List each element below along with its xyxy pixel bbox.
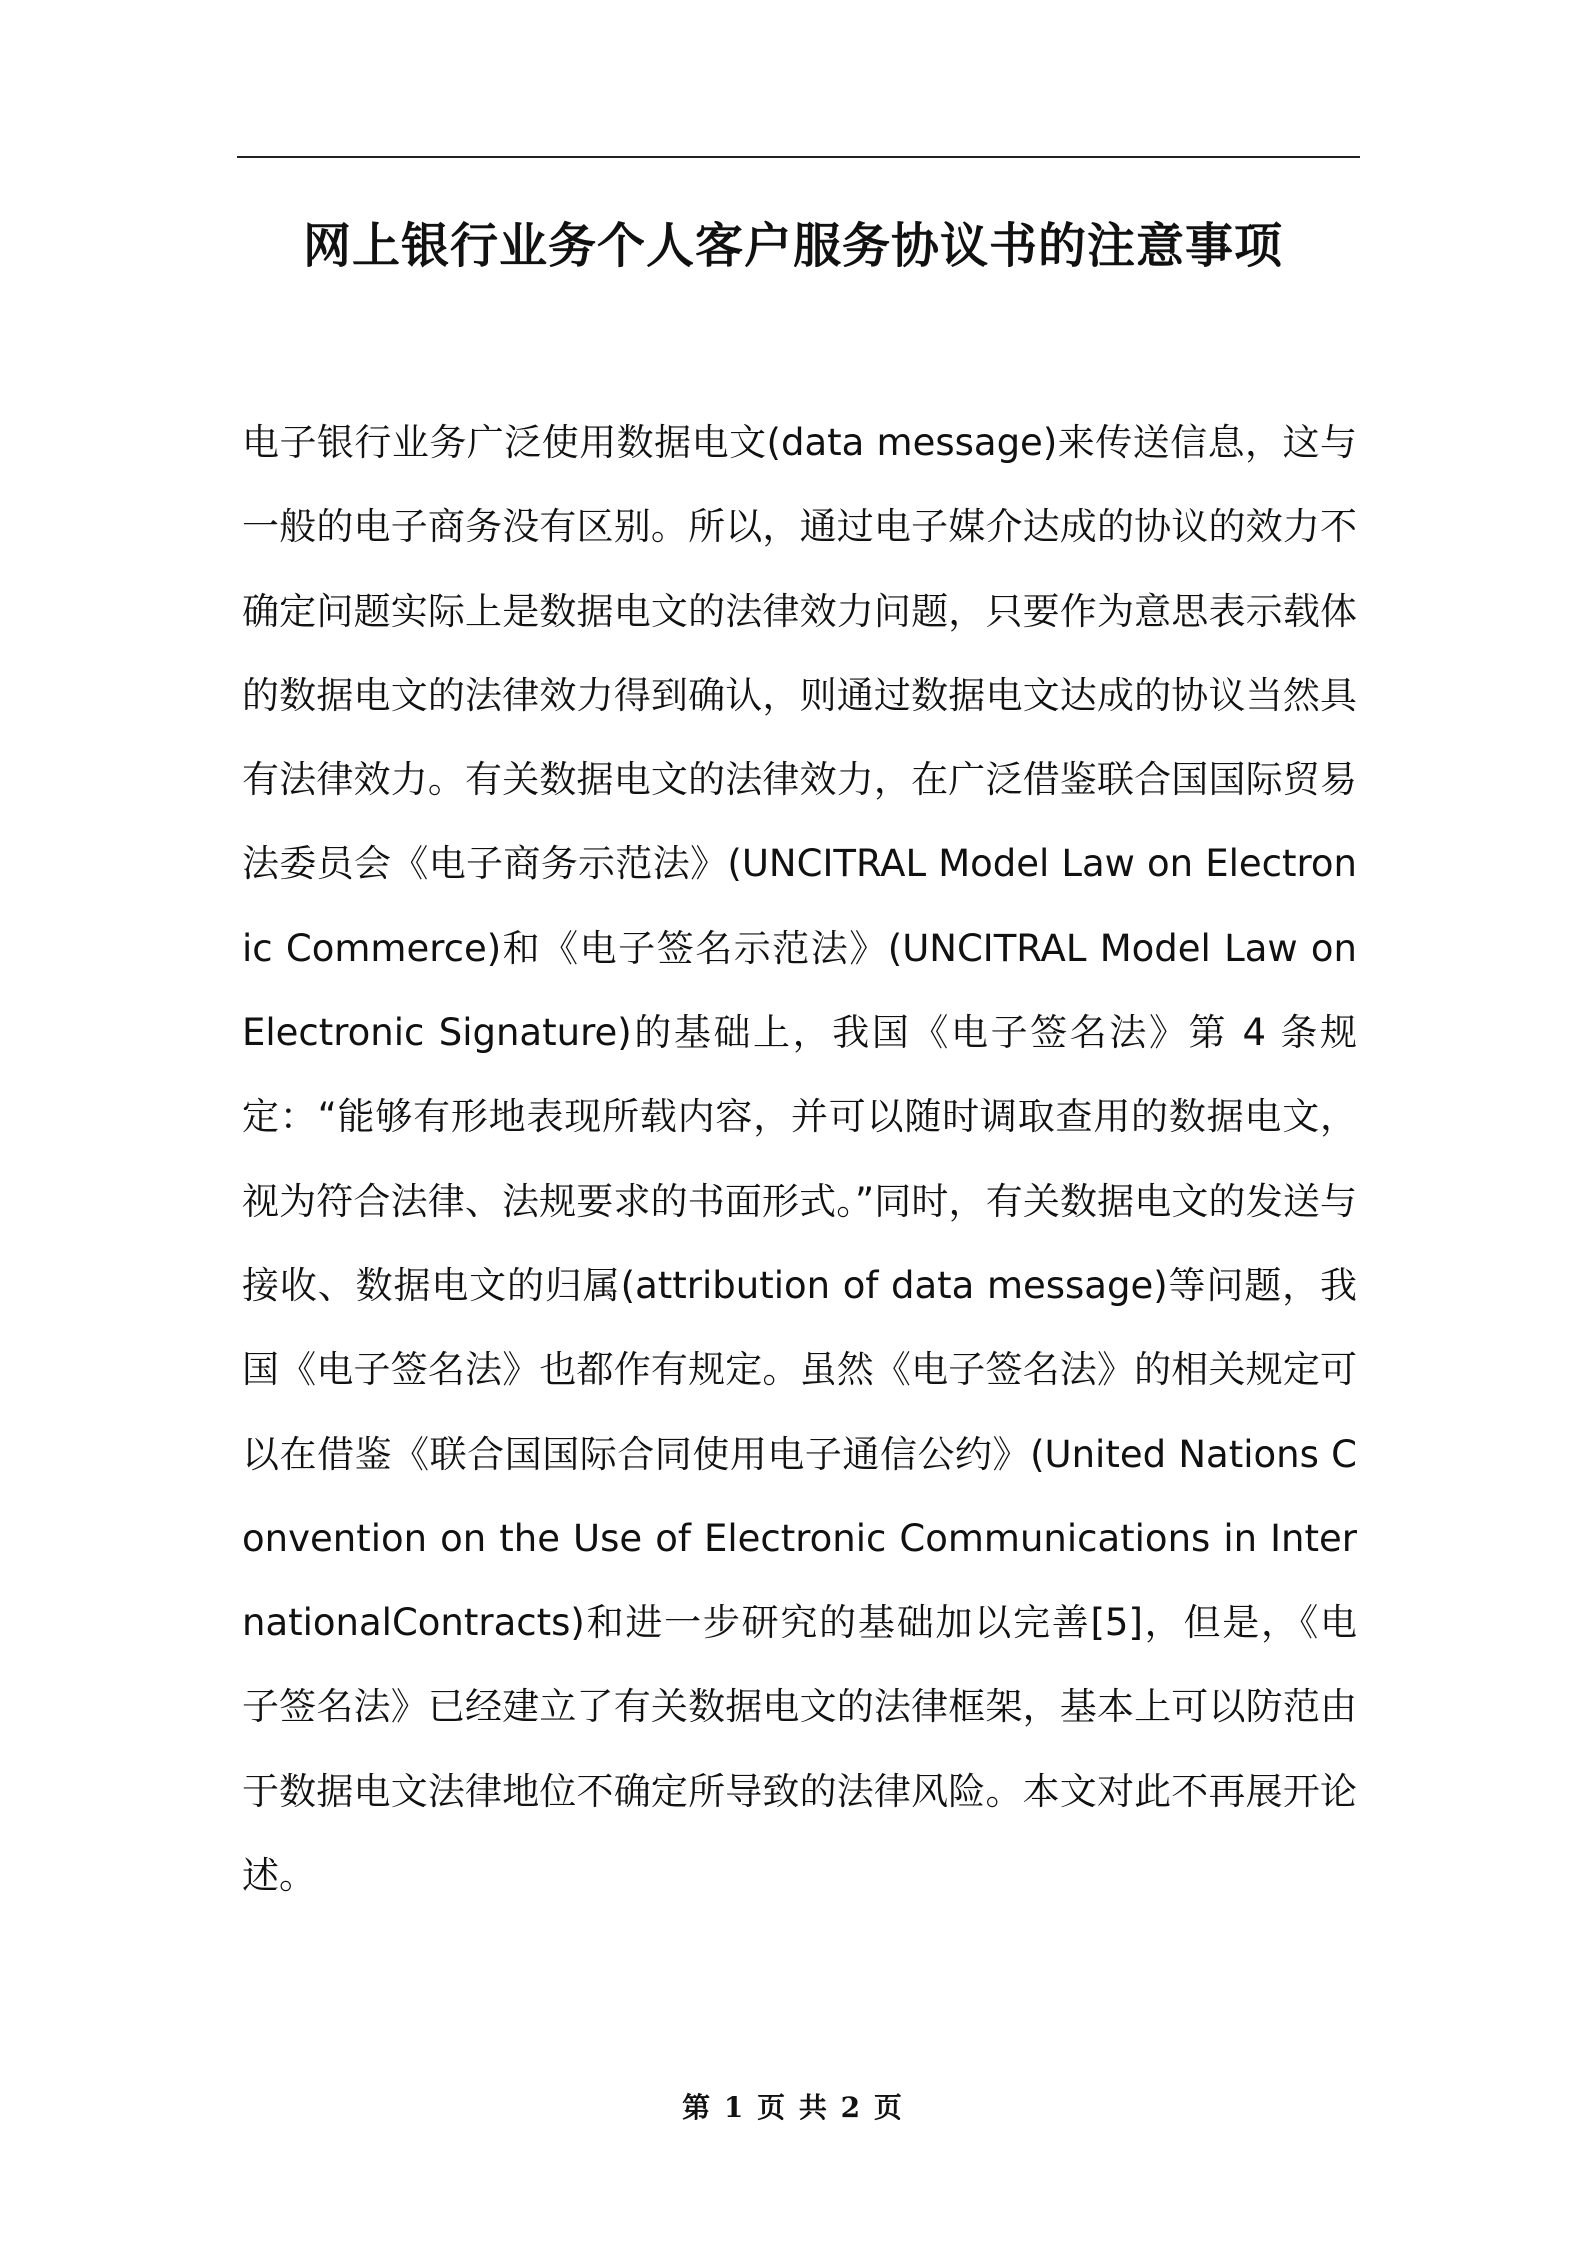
document-title: 网上银行业务个人客户服务协议书的注意事项	[302, 218, 1283, 274]
header-rule	[237, 156, 1360, 158]
page-footer: 第 1 页 共 2 页	[682, 2091, 904, 2124]
body-paragraph: 电子银行业务广泛使用数据电文(data message)来传送信息，这与一般的电子商务没有区别。所以，通过电子媒介达成的协议的效力不确定问题实际上是数据电文的法律效力问题，只要作为意思表示载体的数据电文的法律效力得到确认，则通过数据电文达成的协议当然具有法律效力。有关数据电文的法律效力，在广泛借鉴联合国国际贸易法委员会《电子商务示范法》(UNCITRAL Model Law on Electronic Commerce)和《电子签名示范法》(UNCITRAL Model Law on Electronic Signature)的基础上，我国《电子签名法》第 4 条规定：“能够有形地表现所载内容，并可以随时调取查用的数据电文，视为符合法律、法规要求的书面形式。”同时，有关数据电文的发送与接收、数据电文的归属(attribution of data message)等问题，我国《电子签名法》也都作有规定。虽然《电子签名法》的相关规定可以在借鉴《联合国国际合同使用电子通信公约》(United Nations Convention on the Use of Electronic Communications in InternationalContracts)和进一步研究的基础加以完善[5]，但是，《电子签名法》已经建立了有关数据电文的法律框架，基本上可以防范由于数据电文法律地位不确定所导致的法律风险。本文对此不再展开论述。	[242, 421, 1357, 1898]
